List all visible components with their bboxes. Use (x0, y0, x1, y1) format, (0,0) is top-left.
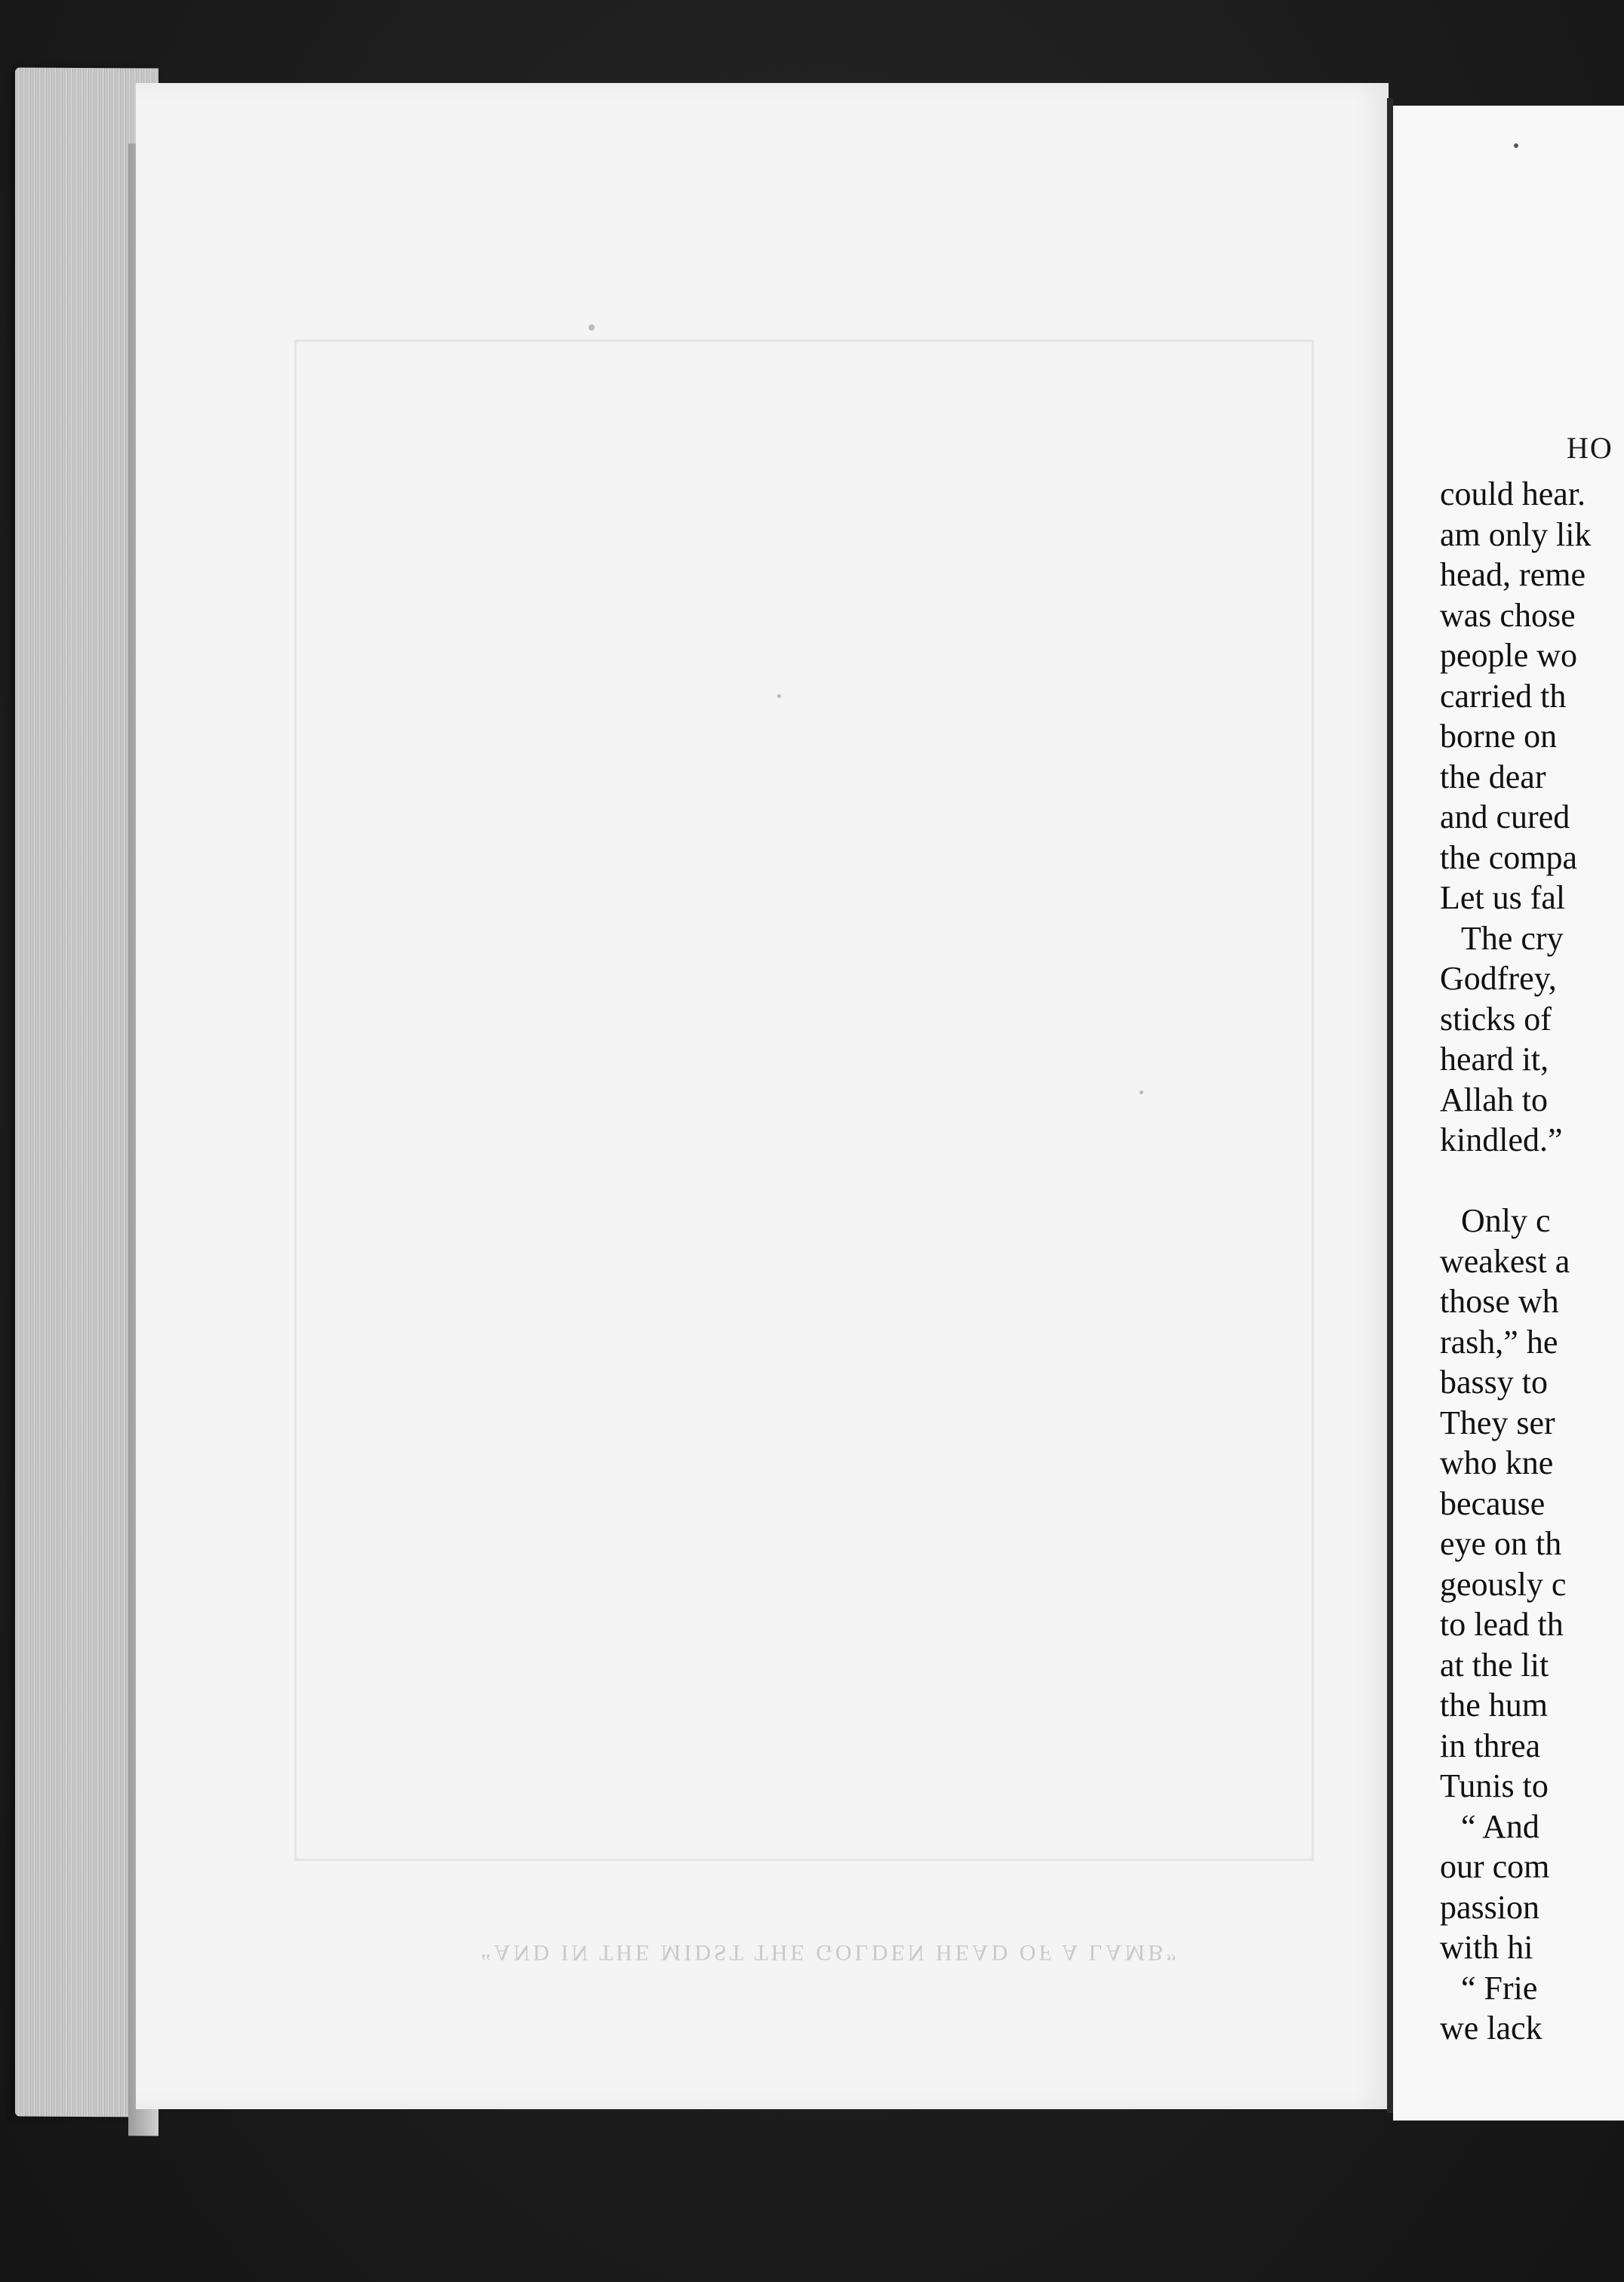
running-head: HO (1567, 431, 1613, 465)
text-line: head, reme (1440, 556, 1586, 593)
text-line: because (1440, 1484, 1546, 1522)
text-line: Allah to (1440, 1081, 1548, 1118)
text-line: with hi (1440, 1929, 1533, 1966)
paper-speck (1140, 1090, 1143, 1094)
ink-dot (1514, 143, 1518, 148)
show-through-caption: “AND IN THE MIDST THE GOLDEN HEAD OF A LAMB” (481, 1940, 1180, 1965)
text-line: the hum (1440, 1687, 1548, 1724)
text-line: the compa (1440, 838, 1578, 876)
text-line: who kne (1440, 1444, 1554, 1481)
text-line: They ser (1440, 1404, 1555, 1441)
left-page-blank (136, 83, 1389, 2109)
text-line: passion (1440, 1888, 1539, 1926)
text-line: “ And (1461, 1807, 1539, 1845)
text-line: people wo (1440, 637, 1578, 674)
text-line: could hear. (1440, 475, 1586, 512)
text-line: the dear (1440, 758, 1546, 795)
text-line: kindled.” (1440, 1121, 1563, 1158)
plate-frame-show-through (294, 340, 1314, 1861)
text-line: was chose (1440, 596, 1576, 634)
text-line: heard it, (1440, 1041, 1549, 1078)
text-line: to lead th (1440, 1606, 1564, 1643)
text-line: we lack (1440, 2010, 1542, 2047)
text-line: Let us fal (1440, 879, 1566, 916)
text-line: in threa (1440, 1727, 1541, 1764)
text-line: and cured (1440, 798, 1570, 835)
text-line: eye on th (1440, 1525, 1562, 1562)
text-line: weakest a (1440, 1242, 1570, 1280)
book-gutter (1387, 98, 1393, 2113)
text-line: sticks of (1440, 1000, 1552, 1038)
paper-speck (777, 694, 781, 698)
text-line: borne on (1440, 718, 1558, 755)
text-line: Godfrey, (1440, 960, 1557, 997)
text-line: those wh (1440, 1283, 1559, 1320)
paper-speck (589, 324, 595, 331)
text-line: Tunis to (1440, 1767, 1549, 1804)
text-line: carried th (1440, 677, 1567, 715)
text-line: The cry (1461, 919, 1564, 957)
text-line: “ Frie (1461, 1969, 1538, 2007)
text-line: geously c (1440, 1565, 1567, 1603)
text-line: rash,” he (1440, 1323, 1558, 1361)
text-line: am only lik (1440, 515, 1592, 553)
text-line: at the lit (1440, 1646, 1549, 1684)
text-line: bassy to (1440, 1364, 1548, 1401)
text-line: Only c (1461, 1202, 1551, 1239)
right-page-text (1393, 106, 1624, 2121)
text-line: our com (1440, 1848, 1550, 1885)
